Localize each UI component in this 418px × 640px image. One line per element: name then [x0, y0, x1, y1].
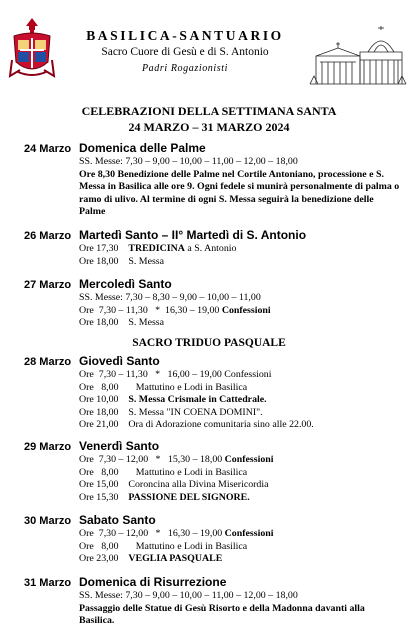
coat-of-arms-icon	[8, 16, 56, 80]
event-title-line-1: CELEBRAZIONI DELLA SETTIMANA SANTA	[81, 104, 337, 118]
schedule-row: Ore 7,30 – 11,30 * 16,30 – 19,00 Confessioni	[79, 304, 271, 316]
event-title-line-2: 24 MARZO – 31 MARZO 2024	[128, 120, 290, 134]
schedule-row: Ore 10,00 S. Messa Crismale in Cattedrale.	[79, 394, 267, 406]
header-text	[60, 28, 310, 76]
schedule-row: Ore 17,30 TREDICINA a S. Antonio	[79, 242, 237, 254]
day-28-marzo	[0, 355, 418, 432]
schedule	[0, 142, 418, 628]
day-27-marzo	[0, 278, 418, 330]
section-label-triduo: SACRO TRIDUO PASQUALE	[132, 336, 286, 349]
day-note: Ore 8,30 Benedizione delle Palme nel Cortile Antoniano, processione e S. Messa in Basilica alle ore 9. Ogni fedele si munirà personalmente di palma o ramo di ulivo. Al termine di ogni S. Messa seguirà la benedizione delle Palme	[79, 168, 400, 218]
day-date: 30 Marzo	[24, 515, 72, 528]
schedule-row: Ore 18,00 S. Messa	[79, 317, 165, 329]
schedule-row: Ore 18,00 S. Messa "IN COENA DOMINI".	[79, 406, 263, 418]
event-title	[0, 104, 418, 135]
header	[0, 0, 418, 96]
day-24-marzo	[0, 142, 418, 219]
messe-times: SS. Messe: 7,30 – 9,00 – 10,00 – 11,00 – 12,00 – 18,00	[79, 590, 298, 602]
day-name: Domenica delle Palme	[79, 141, 206, 155]
messe-times: SS. Messe: 7,30 – 9,00 – 10,00 – 11,00 – 12,00 – 18,00	[79, 156, 298, 167]
padri-rogazionisti: Padri Rogazionisti	[141, 63, 229, 74]
day-date: 24 Marzo	[24, 143, 72, 155]
day-note: Passaggio delle Statue di Gesù Risorto e della Madonna davanti alla Basilica.	[79, 602, 365, 627]
schedule-row: Ore 18,00 S. Messa	[79, 255, 165, 267]
day-31-marzo	[0, 576, 418, 628]
day-date: 29 Marzo	[24, 440, 72, 453]
day-name: Martedì Santo – II° Martedì di S. Antonio	[79, 227, 307, 242]
basilica-subtitle: Sacro Cuore di Gesù e di S. Antonio	[101, 46, 269, 58]
day-name: Venerdì Santo	[79, 438, 160, 453]
day-29-marzo	[0, 440, 418, 504]
schedule-row: Ore 8,00 Mattutino e Lodi in Basilica	[79, 540, 248, 552]
schedule-row: Ore 15,00 Coroncina alla Divina Misericordia	[79, 479, 269, 491]
schedule-row: Ore 15,30 PASSIONE DEL SIGNORE.	[79, 491, 250, 503]
schedule-row: Ore 8,00 Mattutino e Lodi in Basilica	[79, 381, 248, 393]
basilica-drawing-icon	[308, 26, 408, 86]
day-date: 27 Marzo	[24, 279, 72, 292]
day-26-marzo	[0, 229, 418, 268]
day-name: Mercoledì Santo	[79, 277, 172, 292]
schedule-row: Ore 23,00 VEGLIA PASQUALE	[79, 553, 223, 565]
schedule-row: Ore 21,00 Ora di Adorazione comunitaria sino alle 22.00.	[79, 419, 314, 431]
schedule-row: Ore 7,30 – 12,00 * 16,30 – 19,00 Confessioni	[79, 528, 274, 540]
day-name: Giovedì Santo	[79, 353, 160, 368]
day-30-marzo	[0, 514, 418, 566]
messe-times: SS. Messe: 7,30 – 8,30 – 9,00 – 10,00 – 11,00	[79, 292, 261, 304]
day-date: 31 Marzo	[24, 577, 72, 590]
day-date: 26 Marzo	[24, 229, 72, 242]
schedule-row: Ore 7,30 – 12,00 * 15,30 – 18,00 Confessioni	[79, 453, 274, 465]
schedule-row: Ore 7,30 – 11,30 * 16,00 – 19,00 Confessioni	[79, 368, 272, 380]
day-name: Sabato Santo	[79, 513, 156, 528]
schedule-row: Ore 8,00 Mattutino e Lodi in Basilica	[79, 466, 248, 478]
day-date: 28 Marzo	[24, 355, 72, 368]
basilica-title: BASILICA-SANTUARIO	[86, 28, 284, 43]
day-name: Domenica di Risurrezione	[79, 575, 227, 590]
